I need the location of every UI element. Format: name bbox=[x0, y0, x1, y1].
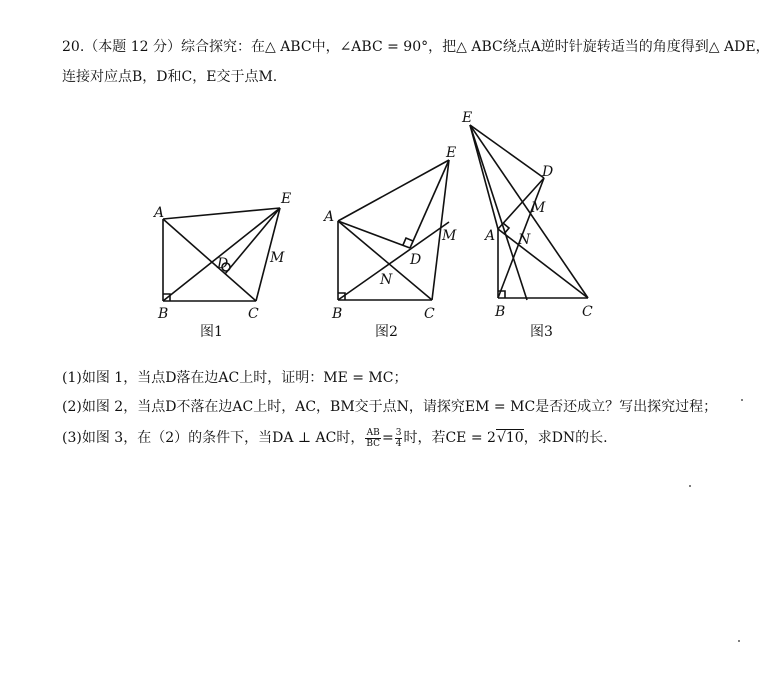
fig1-label-b: B bbox=[158, 306, 169, 322]
sqrt-ten: √10 bbox=[496, 430, 524, 446]
fraction-2-numerator: 3 bbox=[395, 427, 402, 438]
fig2-label-d: D bbox=[410, 252, 422, 268]
fig2-label-e: E bbox=[446, 145, 457, 161]
fig2-label-b: B bbox=[332, 306, 343, 322]
fig3-label-c: C bbox=[582, 304, 593, 320]
fig3-label-e: E bbox=[462, 110, 473, 126]
ratio-fraction bbox=[365, 428, 381, 449]
fig2-label-n: N bbox=[380, 272, 393, 288]
fig2-caption: 图2 bbox=[375, 324, 398, 340]
fraction-denominator: BC bbox=[366, 438, 380, 449]
value-fraction bbox=[395, 428, 403, 449]
fig1-label-a: A bbox=[154, 205, 165, 221]
problem-line-1: 20.（本题 12 分）综合探究：在△ ABC中，∠ABC = 90°，把△ ABC绕点A逆时针旋转适当的角度得到△ ADE， bbox=[62, 39, 770, 55]
fig1-label-e: E bbox=[281, 191, 292, 207]
question-3-suffix: ，求DN的长. bbox=[523, 430, 608, 446]
question-3-prefix: (3)如图 3，在（2）的条件下，当DA ⊥ AC时， bbox=[62, 430, 365, 446]
figure-2 bbox=[338, 160, 449, 300]
scan-speck bbox=[741, 399, 743, 401]
fig3-caption: 图3 bbox=[530, 324, 553, 340]
fig3-label-n: N bbox=[518, 232, 531, 248]
fig2-label-m: M bbox=[442, 228, 457, 244]
equals-sign: = bbox=[382, 430, 394, 446]
fraction-numerator: AB bbox=[366, 427, 380, 438]
fig2-label-a: A bbox=[324, 209, 335, 225]
fraction-2-denominator: 4 bbox=[395, 438, 402, 449]
figure-1 bbox=[163, 208, 280, 301]
fig1-label-m: M bbox=[270, 250, 285, 266]
fig1-caption: 图1 bbox=[200, 324, 223, 340]
fig1-label-d: D bbox=[217, 256, 229, 272]
fig3-label-a: A bbox=[485, 228, 496, 244]
scan-speck bbox=[738, 640, 740, 642]
fig3-label-d: D bbox=[542, 164, 554, 180]
question-3 bbox=[62, 427, 608, 449]
scan-speck bbox=[689, 485, 691, 487]
fig2-label-c: C bbox=[424, 306, 435, 322]
question-3-middle: 时，若CE = 2 bbox=[403, 430, 496, 446]
fig3-label-b: B bbox=[495, 304, 506, 320]
fig1-label-c: C bbox=[248, 306, 259, 322]
question-2: (2)如图 2，当点D不落在边AC上时，AC，BM交于点N，请探究EM = MC是否还成立？写出探究过程； bbox=[62, 399, 718, 415]
question-1: (1)如图 1，当点D落在边AC上时，证明：ME = MC； bbox=[62, 370, 408, 386]
figure-3 bbox=[470, 125, 588, 300]
problem-line-2: 连接对应点B，D和C，E交于点M. bbox=[62, 69, 278, 85]
fig3-label-m: M bbox=[531, 200, 546, 216]
